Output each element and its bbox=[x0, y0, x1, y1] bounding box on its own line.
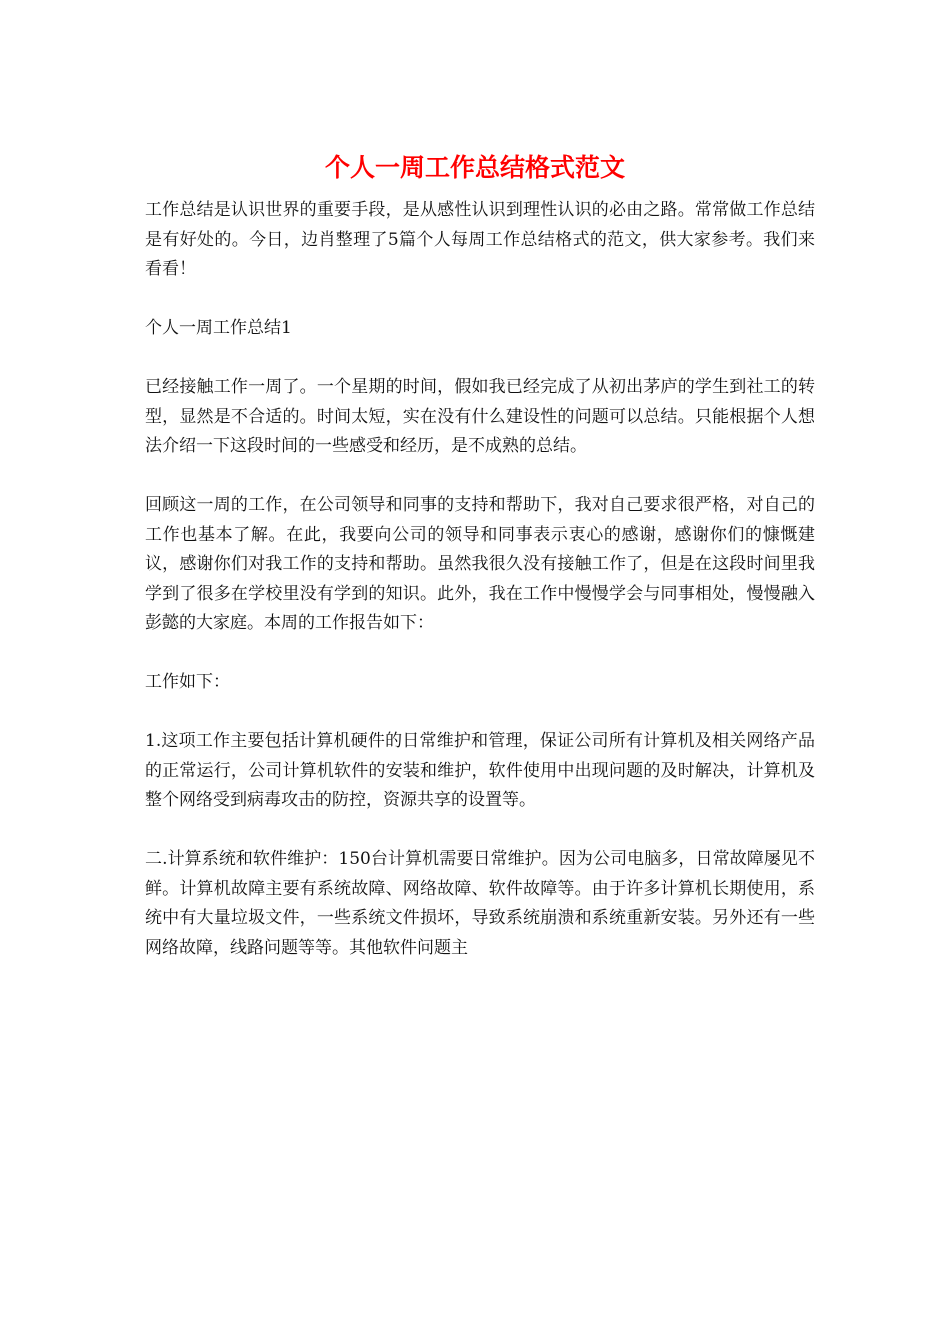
body-paragraph: 工作如下： bbox=[145, 672, 230, 692]
list-paragraph: 二.计算系统和软件维护：150台计算机需要日常维护。因为公司电脑多，日常故障屡见不鲜。计算机故障主要有系统故障、网络故障、软件故障等。由于许多计算机长期使用，系统中有大量垃圾文件，一些系统文件损坏，导致系统崩溃和系统重新安装。另外还有一些网络故障，线路问题等等。其他软件问题主 bbox=[145, 849, 815, 958]
document-body bbox=[145, 196, 815, 963]
intro-paragraph: 工作总结是认识世界的重要手段，是从感性认识到理性认识的必由之路。常常做工作总结是有好处的。今日，边肖整理了5篇个人每周工作总结格式的范文，供大家参考。我们来看看！ bbox=[145, 200, 815, 279]
list-paragraph: 1.这项工作主要包括计算机硬件的日常维护和管理，保证公司所有计算机及相关网络产品的正常运行，公司计算机软件的安装和维护，软件使用中出现问题的及时解决，计算机及整个网络受到病毒攻击的防控，资源共享的设置等。 bbox=[145, 731, 815, 810]
section-heading: 个人一周工作总结1 bbox=[145, 318, 292, 338]
document-title: 个人一周工作总结格式范文 bbox=[324, 153, 625, 182]
body-paragraph: 已经接触工作一周了。一个星期的时间，假如我已经完成了从初出茅庐的学生到社工的转型，显然是不合适的。时间太短，实在没有什么建设性的问题可以总结。只能根据个人想法介绍一下这段时间的一些感受和经历，是不成熟的总结。 bbox=[145, 377, 815, 456]
body-paragraph: 回顾这一周的工作，在公司领导和同事的支持和帮助下，我对自己要求很严格，对自己的工作也基本了解。在此，我要向公司的领导和同事表示衷心的感谢，感谢你们的慷慨建议，感谢你们对我工作的支持和帮助。虽然我很久没有接触工作了，但是在这段时间里我学到了很多在学校里没有学到的知识。此外，我在工作中慢慢学会与同事相处，慢慢融入彭懿的大家庭。本周的工作报告如下： bbox=[145, 495, 815, 633]
